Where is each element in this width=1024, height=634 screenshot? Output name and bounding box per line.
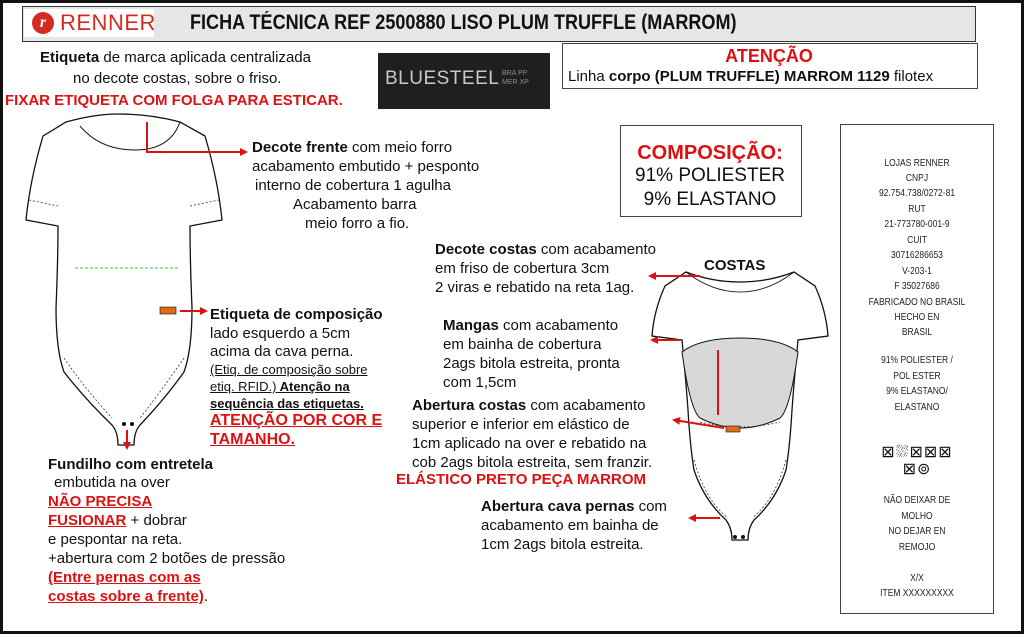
care-label-line: CNPJ <box>905 173 929 184</box>
fundilho-red4-end: . <box>203 588 209 605</box>
decote-frente-note-line3: interno de cobertura 1 agulha <box>255 177 451 194</box>
fundilho-line2: embutida na over <box>54 474 170 491</box>
attention-title: ATENÇÃO <box>725 46 813 66</box>
care-label-line: F 35027686 <box>894 281 940 292</box>
attention-pre: Linha <box>568 68 609 85</box>
brand-label-note-line2: no decote costas, sobre o friso. <box>73 70 282 87</box>
care-label-line: HECHO EN <box>894 312 940 323</box>
decote-frente-rest: com meio forro <box>347 139 453 156</box>
care-label-warning-line: MOLHO <box>901 511 933 522</box>
fundilho-line5: +abertura com 2 botões de pressão <box>48 550 286 567</box>
cava-pernas-line2: acabamento em bainha de <box>481 517 659 534</box>
etiqueta-warning-line2: TAMANHO. <box>210 431 296 448</box>
care-label-warning-line: REMOJO <box>898 542 936 553</box>
decote-costas-line2: em friso de cobertura 3cm <box>435 260 610 277</box>
care-label-line: 30716286653 <box>890 250 944 261</box>
etiqueta-warning-line1: ATENÇÃO POR COR E <box>210 412 383 429</box>
decote-frente-note-line5: meio forro a fio. <box>305 215 410 232</box>
cava-pernas-line3: 1cm 2ags bitola estreita. <box>481 536 644 553</box>
care-label-warning-line: NÃO DEIXAR DE <box>883 495 951 506</box>
bluesteel-tag-text: BLUESTEEL <box>385 68 500 89</box>
fundilho-title: Fundilho com entretela <box>48 456 214 473</box>
decote-frente-note-line1 <box>252 138 452 157</box>
brand-label-note-bold: Etiqueta <box>40 49 100 66</box>
decote-frente-note-line2: acabamento embutido + pesponto <box>252 158 480 175</box>
abertura-costas-red: ELÁSTICO PRETO PEÇA MARROM <box>396 471 647 488</box>
cava-pernas-rest: com <box>634 498 667 515</box>
care-label-item: ITEM XXXXXXXXX <box>880 588 954 599</box>
fundilho-line3-rest: + dobrar <box>126 512 187 529</box>
care-label-line: FABRICADO NO BRASIL <box>868 297 966 308</box>
care-label-line: RUT <box>908 204 926 215</box>
mangas-rest: com acabamento <box>498 317 619 334</box>
mangas-line1 <box>443 316 618 335</box>
abertura-costas-line4: cob 2ags bitola estreita, sem franzir. <box>412 454 653 471</box>
renner-logo-text: RENNER <box>60 10 156 35</box>
composition-elastane: 9% ELASTANO <box>643 189 777 210</box>
fundilho-red1: NÃO PRECISA <box>48 493 153 510</box>
bluesteel-size-line2: MER XP <box>502 79 529 86</box>
decote-costas-bold: Decote costas <box>435 241 537 258</box>
page-title: FICHA TÉCNICA REF 2500880 LISO PLUM TRUFFLE (MARROM) <box>190 11 737 34</box>
care-label-comp-line: POL ESTER <box>893 371 941 382</box>
care-label-warning-line: NO DEJAR EN <box>888 526 946 537</box>
cava-pernas-line1 <box>481 497 667 516</box>
cava-pernas-bold: Abertura cava pernas <box>481 498 635 515</box>
care-label-line: V-203-1 <box>902 266 932 277</box>
attention-post: filotex <box>889 68 934 85</box>
care-label-comp-line: 91% POLIESTER / <box>881 355 953 366</box>
fundilho-red4: costas sobre a frente) <box>48 588 204 605</box>
etiqueta-composicao-title: Etiqueta de composição <box>210 306 383 323</box>
etiqueta-rfid-note: etiq. RFID.) <box>210 379 277 394</box>
fundilho-red3: (Entre pernas com as <box>48 569 201 586</box>
decote-costas-line1 <box>435 240 656 259</box>
back-opening <box>682 338 798 428</box>
back-tag-marker <box>726 426 740 432</box>
decote-costas-rest: com acabamento <box>536 241 656 258</box>
etiqueta-composicao-line6: sequência das etiquetas. <box>210 396 364 411</box>
abertura-costas-line1 <box>412 396 645 415</box>
care-label-line: CUIT <box>907 235 927 246</box>
composition-polyester: 91% POLIESTER <box>635 165 785 186</box>
etiqueta-composicao-line3: acima da cava perna. <box>210 343 354 360</box>
mangas-line4: com 1,5cm <box>443 374 517 391</box>
fundilho-line4: e pespontar na reta. <box>48 531 183 548</box>
decote-costas-line3: 2 viras e rebatido na reta 1ag. <box>435 279 635 296</box>
care-label-comp-line: 9% ELASTANO/ <box>886 386 948 397</box>
etiqueta-composicao-line4: (Etiq. de composição sobre <box>210 362 368 377</box>
etiqueta-composicao-line2: lado esquerdo a 5cm <box>210 325 351 342</box>
renner-logo-mark: r <box>32 12 54 34</box>
care-label-size: X/X <box>910 573 924 584</box>
front-bodysuit-sketch <box>26 114 222 445</box>
back-bodysuit-sketch <box>652 272 828 540</box>
mangas-bold: Mangas <box>443 317 499 334</box>
fundilho-red2: FUSIONAR <box>48 512 127 529</box>
composition-tag-marker <box>160 307 176 314</box>
care-label-line: LOJAS RENNER <box>884 158 950 169</box>
care-label-comp-line: ELASTANO <box>894 402 940 413</box>
composition-title: COMPOSIÇÃO: <box>637 142 783 164</box>
care-symbols-icon: ⊠⛆⊠⊠⊠ <box>881 444 953 461</box>
fundilho-line3 <box>48 511 187 530</box>
bluesteel-size-line1: BRA PP <box>502 70 528 77</box>
mangas-line2: em bainha de cobertura <box>443 336 602 353</box>
etiqueta-atencao: Atenção na <box>276 379 350 394</box>
mangas-line3: 2ags bitola estreita, pronta <box>443 355 620 372</box>
brand-label-note-rest: de marca aplicada centralizada <box>99 49 311 66</box>
care-label-line: 21-773780-001-9 <box>884 219 950 230</box>
abertura-costas-bold: Abertura costas <box>412 397 527 414</box>
decote-frente-bold: Decote frente <box>252 139 348 156</box>
fundilho-red4-line <box>48 587 208 606</box>
care-label-line: 92.754.738/0272-81 <box>878 188 956 199</box>
costas-label: COSTAS <box>704 257 766 274</box>
care-label-line: BRASIL <box>901 327 933 338</box>
attention-thread-color: corpo (PLUM TRUFFLE) MARROM 1129 <box>608 68 890 85</box>
abertura-costas-rest: com acabamento <box>526 397 646 414</box>
abertura-costas-line3: 1cm aplicado na over e rebatido na <box>412 435 647 452</box>
care-symbols-icon: ⊠⊚ <box>902 461 932 478</box>
decote-frente-note-line4: Acabamento barra <box>293 196 417 213</box>
brand-label-warning: FIXAR ETIQUETA COM FOLGA PARA ESTICAR. <box>5 92 343 109</box>
abertura-costas-line2: superior e inferior em elástico de <box>412 416 630 433</box>
